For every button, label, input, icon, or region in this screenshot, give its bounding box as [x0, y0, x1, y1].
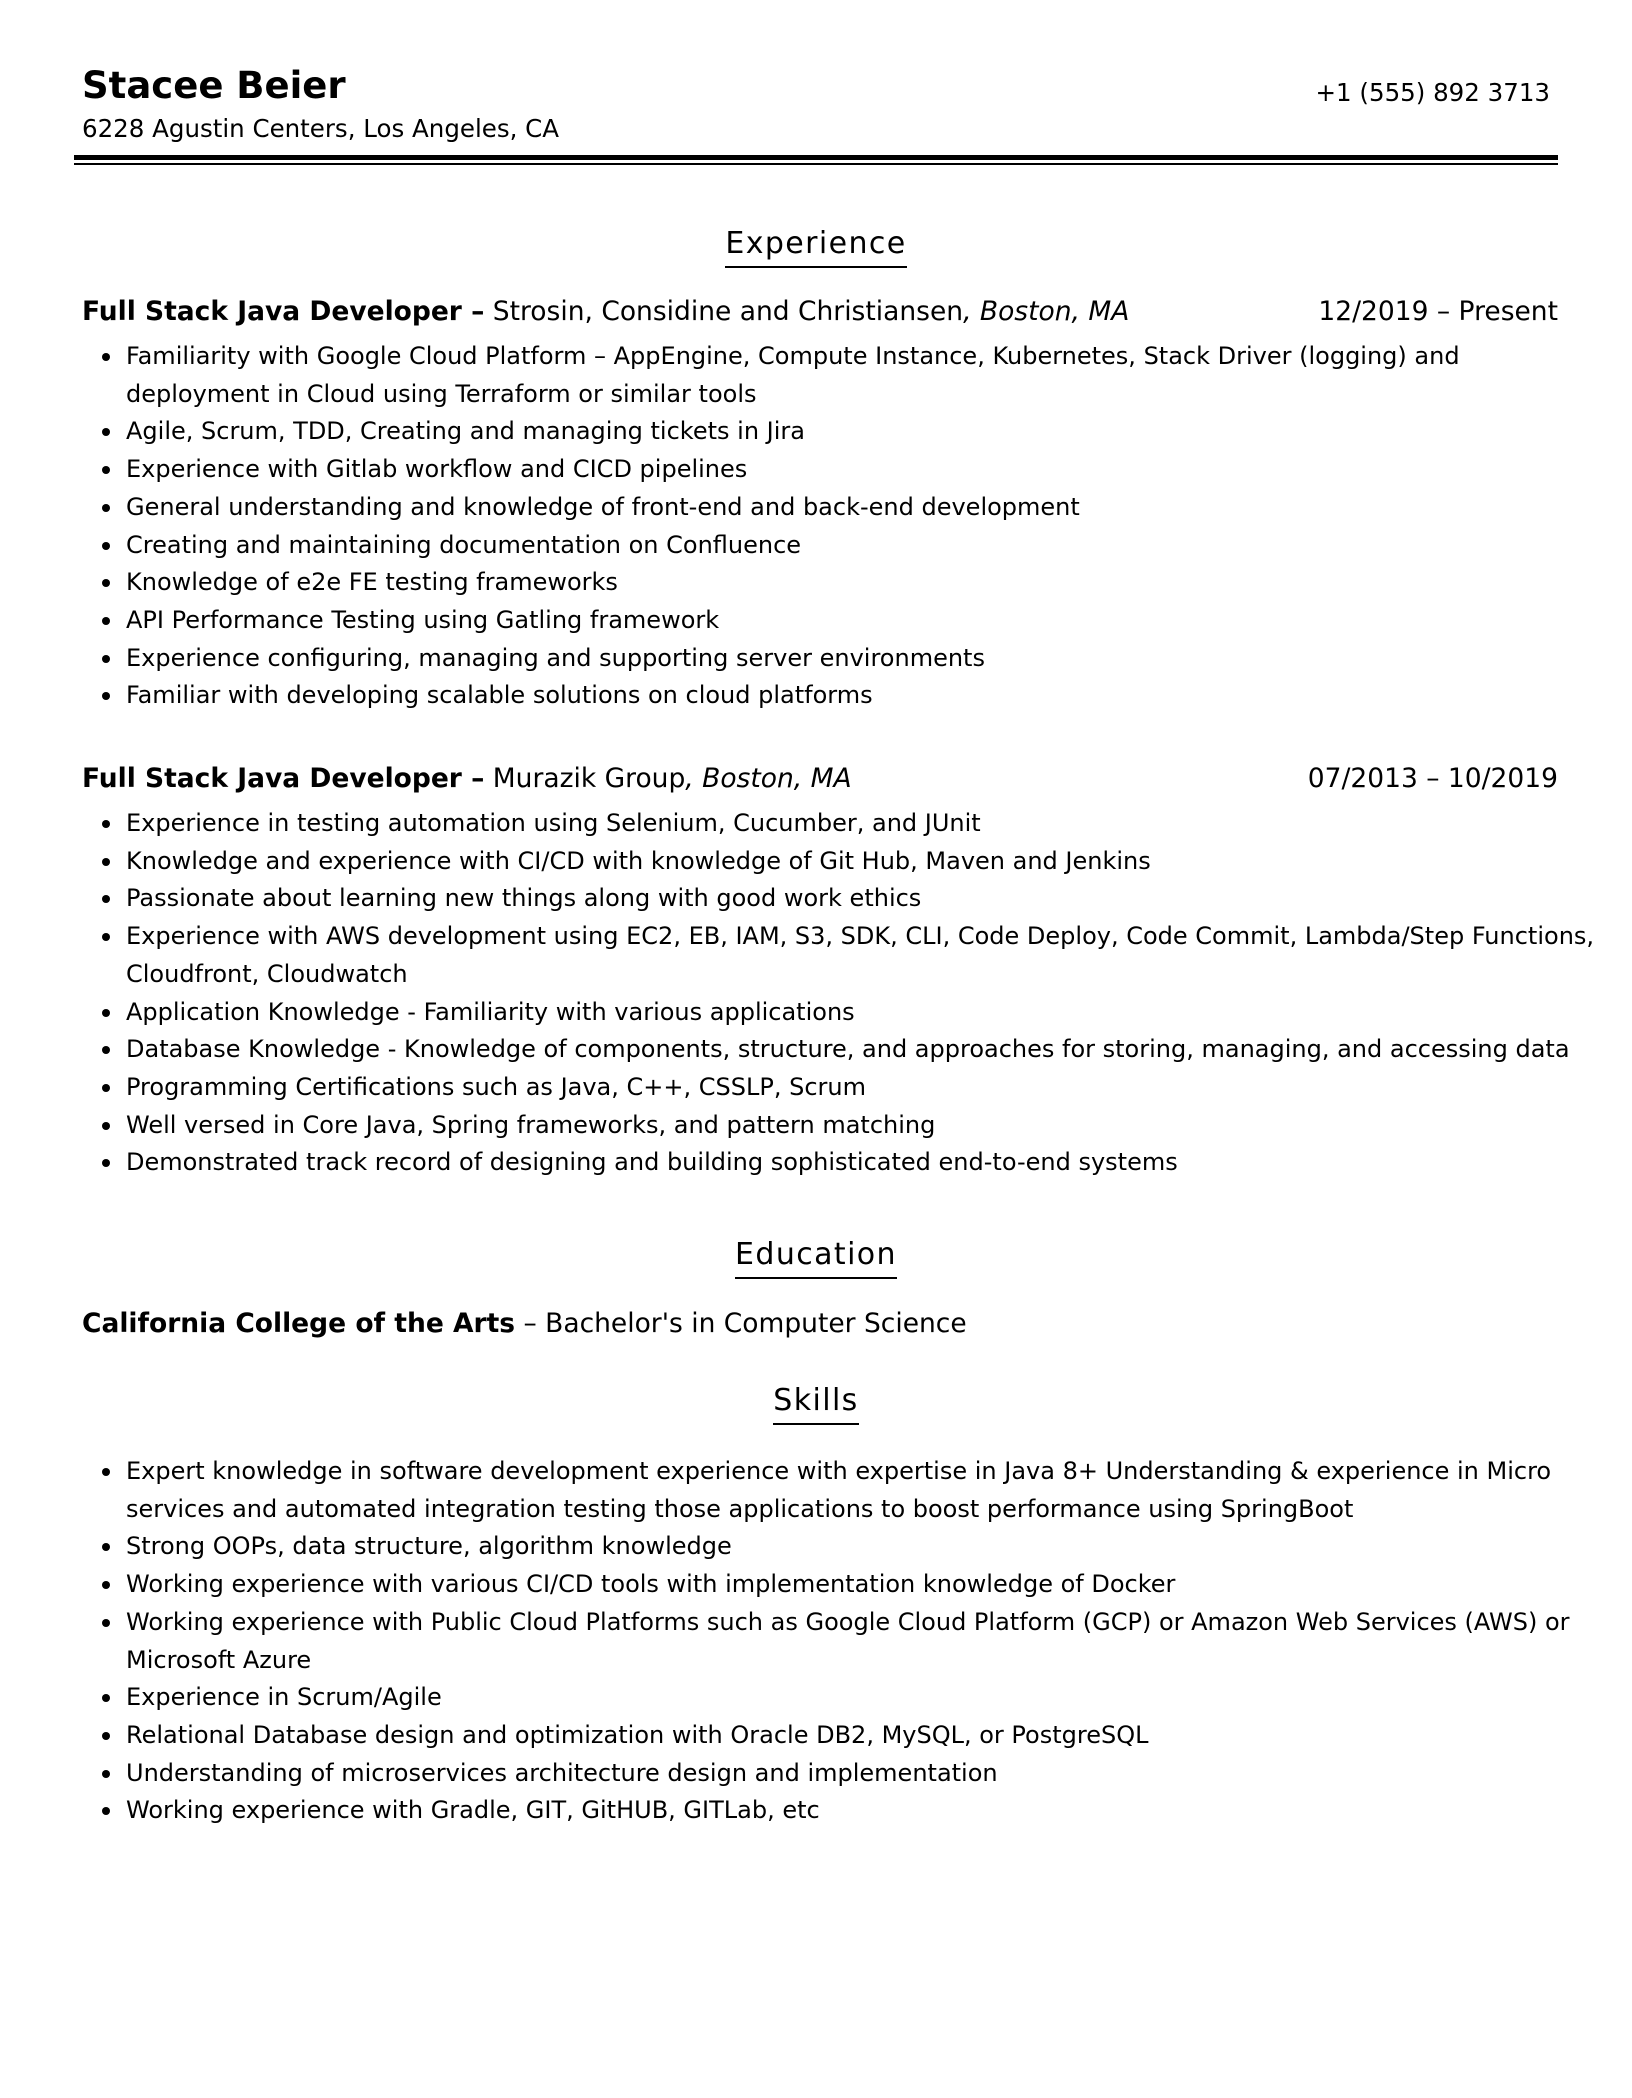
list-item: Database Knowledge - Knowledge of components, structure, and approaches for storing, managing, and accessing data [126, 1031, 1596, 1069]
list-item: Experience in testing automation using Selenium, Cucumber, and JUnit [126, 805, 1596, 843]
skills-heading-text: Skills [773, 1381, 858, 1425]
list-item: Passionate about learning new things along with good work ethics [126, 880, 1596, 918]
list-item: Programming Certifications such as Java, C++, CSSLP, Scrum [126, 1069, 1596, 1107]
list-item: Knowledge of e2e FE testing frameworks [126, 564, 1596, 602]
list-item: Application Knowledge - Familiarity with various applications [126, 994, 1596, 1032]
education-heading-text: Education [735, 1235, 897, 1279]
candidate-phone: +1 (555) 892 3713 [1315, 78, 1550, 107]
job-dates: 12/2019 – Present [1318, 296, 1558, 327]
experience-heading-text: Experience [725, 224, 906, 268]
list-item: Experience configuring, managing and supporting server environments [126, 640, 1596, 678]
skills-bullets [96, 1453, 1596, 1830]
list-item: Familiar with developing scalable solutions on cloud platforms [126, 677, 1596, 715]
list-item: Working experience with Public Cloud Platforms such as Google Cloud Platform (GCP) or Amazon Web Services (AWS) or Microsoft Azure [126, 1604, 1596, 1679]
job-title: Full Stack Java Developer – [82, 763, 485, 794]
education-entry [82, 1306, 1558, 1342]
job-company: Murazik Group [484, 763, 686, 794]
job-company: Strosin, Considine and Christiansen [484, 296, 964, 327]
list-item: Working experience with various CI/CD tools with implementation knowledge of Docker [126, 1566, 1596, 1604]
skills-heading [0, 1381, 1632, 1425]
candidate-name: Stacee Beier [82, 64, 346, 107]
list-item: General understanding and knowledge of front-end and back-end development [126, 489, 1596, 527]
list-item: Relational Database design and optimization with Oracle DB2, MySQL, or PostgreSQL [126, 1717, 1596, 1755]
job-header [82, 761, 1558, 797]
list-item: Experience with Gitlab workflow and CICD pipelines [126, 451, 1596, 489]
job-location: , Boston, MA [963, 296, 1130, 327]
header-divider-thick [74, 155, 1558, 160]
list-item: Expert knowledge in software development experience with expertise in Java 8+ Understanding & experience in Micro services and automated integration testing those applications to boost performance using SpringBoot [126, 1453, 1596, 1528]
list-item: Knowledge and experience with CI/CD with knowledge of Git Hub, Maven and Jenkins [126, 843, 1596, 881]
list-item: Experience with AWS development using EC2, EB, IAM, S3, SDK, CLI, Code Deploy, Code Commit, Lambda/Step Functions, Cloudfront, Cloudwatch [126, 918, 1596, 993]
list-item: API Performance Testing using Gatling framework [126, 602, 1596, 640]
education-degree: – Bachelor's in Computer Science [515, 1308, 967, 1339]
list-item: Strong OOPs, data structure, algorithm knowledge [126, 1528, 1596, 1566]
list-item: Understanding of microservices architecture design and implementation [126, 1755, 1596, 1793]
education-heading [0, 1235, 1632, 1279]
job-header [82, 294, 1558, 330]
candidate-address: 6228 Agustin Centers, Los Angeles, CA [82, 114, 560, 143]
list-item: Familiarity with Google Cloud Platform – AppEngine, Compute Instance, Kubernetes, Stack Driver (logging) and deployment in Cloud using Terraform or similar tools [126, 338, 1596, 413]
education-school: California College of the Arts [82, 1308, 516, 1339]
list-item: Experience in Scrum/Agile [126, 1679, 1596, 1717]
job-bullets [96, 338, 1596, 715]
list-item: Agile, Scrum, TDD, Creating and managing tickets in Jira [126, 413, 1596, 451]
list-item: Creating and maintaining documentation on Confluence [126, 527, 1596, 565]
job-title: Full Stack Java Developer – [82, 296, 485, 327]
list-item: Well versed in Core Java, Spring frameworks, and pattern matching [126, 1107, 1596, 1145]
job-location: , Boston, MA [685, 763, 852, 794]
job-bullets [96, 805, 1596, 1182]
list-item: Working experience with Gradle, GIT, GitHUB, GITLab, etc [126, 1792, 1596, 1830]
list-item: Demonstrated track record of designing and building sophisticated end-to-end systems [126, 1144, 1596, 1182]
job-dates: 07/2013 – 10/2019 [1307, 763, 1558, 794]
experience-heading [0, 224, 1632, 268]
header-divider-thin [74, 163, 1558, 165]
